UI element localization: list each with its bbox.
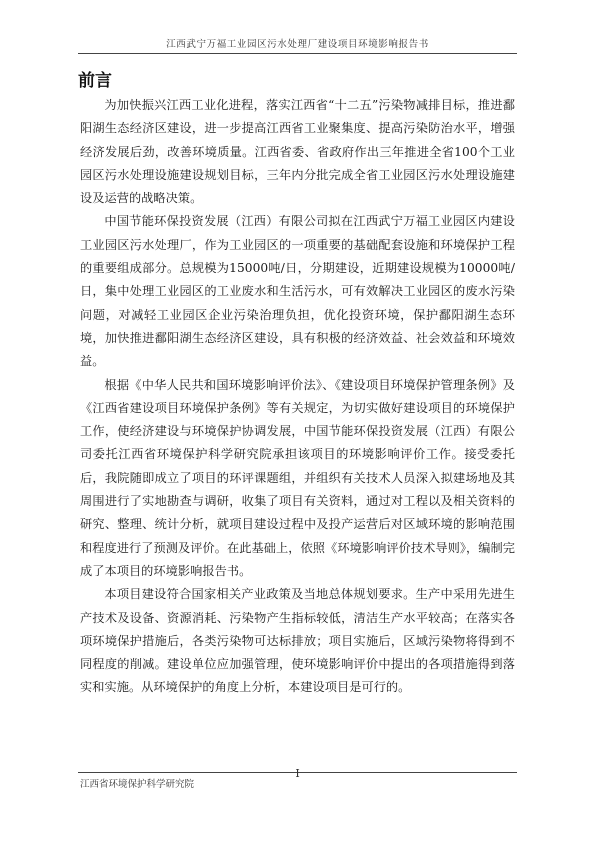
paragraph-4: 本项目建设符合国家相关产业政策及当地总体规划要求。生产中采用先进生产技术及设备、资源消耗、污染物产生指标较低，清洁生产水平较高；在落实各项环境保护措施后，各类污染物可达标排放；项目实施后，区域污染物将得到不同程度的削减。建设单位应加强管理，使环境影响评价中提出的各项措施得到落实和实施。从环境保护的角度上分析，本建设项目是可行的。 [80, 587, 515, 695]
paragraph-3: 根据《中华人民共和国环境影响评价法》、《建设项目环境保护管理条例》及《江西省建设项目环境保护条例》等有关规定，为切实做好建设项目的环境保护工作，使经济建设与环境保护协调发展，中国节能环保投资发展（江西）有限公司委托江西省环境保护科学研究院承担该项目的环境影响评价工作。接受委托后，我院随即成立了项目的环评课题组，并组织有关技术人员深入拟建场地及其周围进行了实地勘查与调研，收集了项目有关资料，通过对工程以及相关资料的研究、整理、统计分析，就项目建设过程中及投产运营后对区域环境的影响范围和程度进行了预测及评价。在此基础上，依照《环境影响评价技术导则》，编制完成了本项目的环境影响报告书。 [80, 377, 515, 578]
paragraph-2: 中国节能环保投资发展（江西）有限公司拟在江西武宁万福工业园区内建设工业园区污水处理厂，作为工业园区的一项重要的基础配套设施和环境保护工程的重要组成部分。总规模为15000吨/日，分期建设，近期建设规模为10000吨/日，集中处理工业园区的工业废水和生活污水，可有效解决工业园区的废水污染问题，对减轻工业园区企业污染治理负担，优化投资环境，保护鄱阳湖生态环境，加快推进鄱阳湖生态经济区建设，具有积极的经济效益、社会效益和环境效益。 [80, 214, 515, 369]
section-heading: 前言 [78, 71, 112, 91]
paragraph-1: 为加快振兴江西工业化进程，落实江西省“十二五”污染物减排目标，推进鄱阳湖生态经济区建设，进一步提高江西省工业聚集度、提高污染防治水平，增强经济发展后劲，改善环境质量。江西省委、省政府作出三年推进全省100个工业园区污水处理设施建设规划目标，三年内分批完成全省工业园区污水处理设施建设及运营的战略决策。 [80, 98, 515, 206]
running-footer [78, 767, 517, 791]
footer-organization: 江西省环境保护科学研究院 [80, 779, 195, 790]
running-header [78, 36, 517, 54]
body-text [80, 94, 515, 700]
report-title: 江西武宁万福工业园区污水处理厂建设项目环境影响报告书 [166, 39, 429, 50]
page-number: I [295, 767, 300, 780]
